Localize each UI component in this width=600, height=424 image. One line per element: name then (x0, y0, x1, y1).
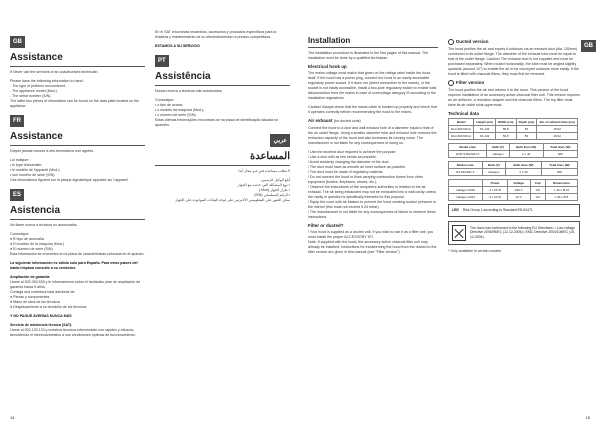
table-cell: 300 (543, 151, 577, 158)
table-cell: 230 V (507, 187, 530, 194)
footnote: * Only available in certain models (448, 248, 502, 253)
es-ampl-items-title: Consiga una cobertura total adicional de: (10, 290, 76, 294)
weee-text: The hood has conformed to the following EU Directives: • Low-voltage Directive 2006/95/EC (12-12-2006) • EMC Directive 2004/108/EC (15-12-2004). (470, 225, 576, 239)
table-cell: DLA 600 Mirror (449, 133, 474, 140)
ar-intro: لا تطلب مساعدة فني غير مجاز أبدا (238, 169, 290, 173)
table-header: Model code (449, 144, 487, 151)
table-header: Width (cm) (495, 119, 516, 126)
divider (10, 145, 145, 146)
es-sat-title: Servicio de asistencia técnica (SAT): (10, 323, 73, 327)
table-row (449, 187, 578, 194)
table-cell: 12 V (507, 194, 530, 201)
duct-item: ! The duct must be made of regulatory material. (308, 170, 384, 174)
table-cell: Halogen 2010 (449, 187, 483, 194)
table-row (449, 194, 578, 201)
filter-title: Filter or ducted? (308, 223, 344, 228)
table-cell: 15/12 (537, 133, 578, 140)
led-label: LED (452, 208, 459, 212)
lang-tag-es: ES (10, 189, 24, 201)
duct-item: ! The duct must have as smooth an inner surface as possible. (308, 165, 406, 169)
hookup-title: Electrical hook up (308, 64, 347, 69)
sat-cont: En el SAT encontrará recambios, accesorios y productos específicos para la limpieza y mantenimiento de su electrodoméstico a precios competitivos. (155, 30, 277, 39)
table-cell: 2 x 40 (509, 151, 543, 158)
es-noforget: Y NO PAGUE AVERÍAS NUNCA MÁS (10, 314, 72, 318)
duct-item: ! Equip the room with air intakes to prevent the hood creating suction pressure in the interior (this must not exceed 0.04 mbar). (308, 200, 437, 209)
table-cell: 3 x 20 W (483, 194, 507, 201)
section-title-es: Asistencia (10, 205, 61, 216)
pt-item: • o número de série (S/N). (155, 113, 197, 117)
es-ampl-item: ● Desplazamiento a su domicilio de los técnicos (10, 305, 87, 309)
right-page (300, 0, 600, 424)
divider (10, 66, 145, 67)
table-cell: 15/12 (537, 126, 578, 133)
hookup-text: The mains voltage must match that given on the ratings label inside the hood itself. If the hood has a power plug, connect the hood to an easily accessible regulatory power socket. If it does not (direct connection to the mains), or the socket is not easily accessible, install a two-pole regulatory switch to enable total disconnection from the mains in case of overvoltage category III according to the installation regulations. (308, 71, 437, 100)
table-cell: HS.MG/WH X (449, 169, 483, 176)
filter-text: ! Your hood is supplied as a ducted unit. If you wish to use it as a filter unit, you must install the proper ACCESSORY KIT. (308, 230, 434, 239)
fr-list-title: Lui indiquer : (10, 158, 31, 162)
table-header: Power (483, 180, 507, 187)
table-cell: Halogen (487, 151, 509, 158)
airexhaust-text: Connect the hood to a duct and wall exhaust hole of a diameter equal to that of the air outlet flange. Using a smaller diameter tube and exhaust hole reduces the extraction capacity of the hood and also increases its running noise. The manufacturer is not liable for any consequences of doing so. (308, 126, 437, 145)
table-cell: L 30 x Ø 8 (546, 194, 578, 201)
table-cell: 50 (516, 126, 537, 133)
fr-item: • son numéro de série (S/N). (10, 173, 56, 177)
bulb-table-2 (448, 161, 578, 176)
table-header: Voltage (507, 180, 530, 187)
install-title: Installation (308, 36, 351, 45)
lang-tag-ar: عربي (270, 134, 290, 147)
ducted-icon (448, 39, 454, 45)
es-item: ● El número de serie (S/N) (10, 247, 53, 251)
fr-note: Ces informations figurent sur la plaque signalétique apposée sur l'appareil. (10, 178, 129, 182)
table-cell: 91-142 (474, 133, 496, 140)
table-header: Model (449, 119, 474, 126)
filter-note: Note: If supplied with the hood, the accessory active charcoal filter unit may already be installed. Instructions for transforming the hood from the ducted to the filter version are given in this manual (see "Filter version"). (308, 240, 437, 254)
ar-note: يمكن العثور على المعلومتين الأخيرتين على لوحة البيانات الموجودة على الجهاز (175, 198, 290, 202)
crossed-bin-icon (452, 225, 466, 241)
section-title-ar: المساعدة (249, 151, 290, 162)
pt-note: Estas últimas informações encontram-se na placa de identificação situada no aparelho. (155, 118, 279, 127)
install-intro: The installation procedure is illustrated in the first pages of this manual. The installation must be done by a qualified technician. (308, 51, 429, 60)
caution-text: Caution! Always check that the mains cable is hooked up properly and check that it operates correctly before recommending the hood to the mains. (308, 105, 437, 114)
gb-intro: If Never use the services of an unauthorised technician. (10, 70, 99, 74)
filterv-title: Filter version (456, 80, 485, 86)
es-warranty-title: La siguiente información es válida solo para España. Para otros países del habla hispana consulte a su vendedor. (10, 261, 138, 270)
led-box (448, 204, 580, 217)
duct-item: ! Use a duct with as few bends as possible. (308, 155, 377, 159)
table-header: Dimensions (546, 180, 578, 187)
table-row (449, 126, 578, 133)
section-title-fr: Assistance (10, 131, 63, 142)
table-header: Bulb lines (W) (506, 162, 542, 169)
es-ampl-title: Ampliación de garantía (10, 275, 50, 279)
table-cell: 2 x 40 (506, 169, 542, 176)
duct-item: ! Use the shortest duct required to achieve the purpose. (308, 150, 397, 154)
table-cell: 89.8 (495, 126, 516, 133)
ar-item: • نوع المشكلة التي حدثت مع الجهاز (237, 183, 290, 187)
gb-list-title: Please have the following information to hand: (10, 79, 84, 83)
table-cell: G4 (530, 194, 545, 201)
ar-item: • الرقم التسلسلي (S/N) (254, 193, 290, 197)
es-intro: No llame nunca a técnicos no autorizados. (10, 223, 78, 227)
table-cell: 3 x 25 W (483, 187, 507, 194)
ducted-text: The hood purifies the air and expels it outdoors via an exhaust duct (dia. 150mm) connected to its outlet flange. The diameter of the exhaust tube must be equal to that of the outlet flange. Caution! The exhaust duct is not supplied and must be purchased separately. When routed horizontally, the tube must be angled slightly upwards (around 10°) to enable the air to be conveyed outdoors more easily. If the hood is fitted with charcoal filters, they must first be removed. (448, 47, 579, 76)
fr-item: • le type d'anomalie; (10, 163, 43, 167)
lang-tag-pt: PT (155, 55, 169, 67)
duct-item: ! Avoid suddenly changing the diameter of the duct. (308, 160, 390, 164)
table-header: dia. of exhaust tube (cm) (537, 119, 578, 126)
es-item: ● El modelo de la máquina (Mod.) (10, 242, 65, 246)
ar-item: • طراز الجهاز (Mod.) (258, 188, 290, 192)
fr-intro: N’ayez jamais recours à des techniciens non agréés. (10, 149, 95, 153)
left-col-1 (10, 30, 145, 338)
table-cell: Halogen (482, 169, 506, 176)
table-header: Cap (530, 180, 545, 187)
lamp-table (448, 179, 578, 201)
gb-item: - The appliance model (Mod.). (10, 89, 58, 93)
tech-title: Technical data (448, 111, 479, 116)
duct-item: ! Observe the instructions of the competent authorities in relation to the air exhaust. The air being exhausted may not be exhausted into a wall cavity unless the cavity in question is specifically intended for this purpose. (308, 185, 436, 199)
airexhaust-sub: (for ducted units) (333, 119, 361, 123)
lang-tag-gb: GB (10, 36, 25, 48)
es-ampl-item: ● Piezas y componentes (10, 295, 50, 299)
table-row (449, 151, 578, 158)
divider (308, 47, 438, 48)
right-col-1 (308, 36, 438, 255)
filterv-text: The hood purifies the air and returns it to the room. This version of the hood requires installation of an accessory active charcoal filter unit. This version requires an air deflector, a reduction adapter and the charcoal filters. The top filter must have its air outlet slots uppermost. (448, 88, 580, 107)
table-cell: 300 (541, 169, 577, 176)
table-cell: G9 (530, 187, 545, 194)
table-header: Height (cm) (474, 119, 496, 126)
lang-tag-gb-side: GB (581, 40, 596, 52)
table-header: Total lines (W) (541, 162, 577, 169)
airexhaust-title: Air exhaust (308, 118, 333, 123)
pt-intro: Nunca recorra a técnicos não autorizados. (155, 89, 223, 93)
es-sat-text: Llame al 902.133.133 y nuestros técnicos intervendrán con rapidez y eficacia, devolviendo el electrodoméstico a sus condiciones óptimas de funcionamiento. (10, 328, 136, 337)
table-row (449, 169, 578, 176)
sat-cont2: ESTAMOS A SU SERVICIO (155, 44, 200, 48)
table-header: Total lines (W) (543, 144, 577, 151)
es-list-title: Comunique: (10, 232, 30, 236)
table-header: Bulb (V) (482, 162, 506, 169)
table-cell: DLA 900 Mirror (449, 126, 474, 133)
table-cell: 91-142 (474, 126, 496, 133)
fr-item: • le modèle de l'appareil (Mod.); (10, 168, 61, 172)
lang-tag-fr: FR (10, 115, 24, 127)
gb-item: - The serial number (S/N). (10, 94, 52, 98)
table-cell: L 40 x Ø 10 (546, 187, 578, 194)
section-title-gb: Assistance (10, 52, 63, 63)
ducted-title: Ducted version (456, 39, 489, 45)
filter-icon (448, 80, 454, 86)
gb-item: - The type of problem encountered. (10, 84, 67, 88)
weee-box (448, 221, 580, 245)
divider (155, 165, 290, 166)
es-note: Esta información se encuentra en la placa de características colocada en el aparato. (10, 252, 145, 256)
left-col-2 (155, 30, 290, 203)
ar-list-title: أبلغ الوكيل الرسمي: (260, 178, 290, 182)
bulb-table-1 (448, 143, 578, 158)
gb-note: The latter two pieces of information can be found on the data plate located on the appliance. (10, 99, 140, 108)
table-header: Model code (449, 162, 483, 169)
table-header: Bulb (V) (487, 144, 509, 151)
table-header: Bulb lines (W) (509, 144, 543, 151)
dimensions-table (448, 118, 578, 140)
es-ampl-text: Llame al 902.363.539 y le informaremos sobre el fantástico plan de ampliación de garantía hasta 5 años. (10, 280, 141, 289)
table-cell: 59.8 (495, 133, 516, 140)
pt-item: • o tipo de avaria; (155, 103, 183, 107)
section-title-pt: Assistência (155, 71, 211, 82)
table-cell: 50 (516, 133, 537, 140)
table-cell: Halogen 2014 (449, 194, 483, 201)
led-note: Risk Group 1 according to Standard EN 62471 (462, 208, 533, 212)
duct-item: ! The manufacturer is not liable for any consequences of failure to observe these instructions. (308, 210, 436, 219)
duct-item: ! Do not connect the hood to flues carrying combustion fumes from other equipment (boilers, fireplaces, stoves, etc.). (308, 175, 424, 184)
right-col-2 (448, 36, 580, 254)
pt-item: • o modelo da máquina (Mod.); (155, 108, 205, 112)
page-number: 14 (10, 415, 15, 420)
divider (10, 219, 145, 220)
table-header (449, 180, 483, 187)
es-item: ● El tipo de anomalía (10, 237, 44, 241)
table-cell: HOP 9.MG/WH X (449, 151, 487, 158)
page-number: 15 (585, 415, 590, 420)
pt-list-title: Comunique: (155, 98, 175, 102)
table-header: Depth (cm) (516, 119, 537, 126)
table-row (449, 133, 578, 140)
es-ampl-item: ● Mano de obra de los técnicos (10, 300, 61, 304)
divider (155, 85, 290, 86)
